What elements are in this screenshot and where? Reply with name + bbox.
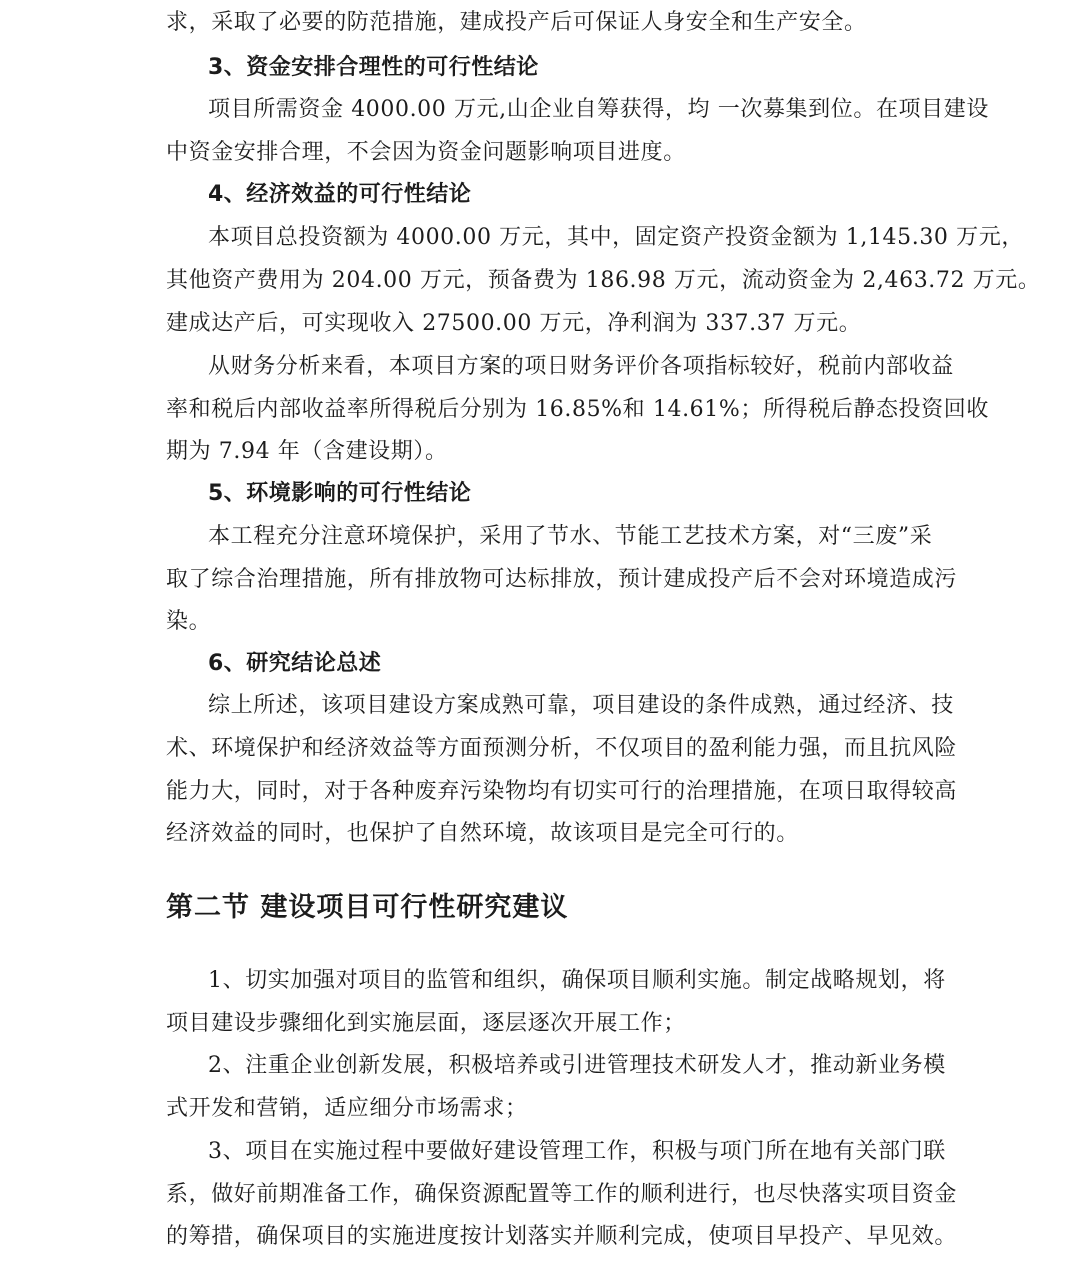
paragraph-line: 系，做好前期准备工作，确保资源配置等工作的顺利进行，也尽快落实项目资金 [166,1182,958,1207]
subsection-heading: 5、环境影响的可行性结论 [208,481,472,506]
paragraph-line: 中资金安排合理，不会因为资金问题影响项目进度。 [166,140,686,165]
section-title: 第二节 建设项目可行性研究建议 [166,892,569,923]
paragraph-line: 取了综合治理措施，所有排放物可达标排放，预计建成投产后不会对环境造成污 [166,567,958,592]
subsection-heading: 3、资金安排合理性的可行性结论 [208,55,539,80]
paragraph-line: 率和税后内部收益率所得税后分别为 16.85%和 14.61%；所得税后静态投资回收 [166,397,989,422]
paragraph-line: 染。 [166,609,212,634]
paragraph-line: 式开发和营销，适应细分市场需求； [166,1096,528,1121]
paragraph-line: 本工程充分注意环境保护，采用了节水、节能工艺技术方案，对“三废”采 [208,524,933,549]
paragraph-line: 2、注重企业创新发展，积极培养或引进管理技术研发人才，推动新业务模 [208,1053,946,1078]
paragraph-line: 从财务分析来看，本项目方案的项日财务评价各项指标较好，税前内部收益 [208,354,954,379]
paragraph-line: 求，采取了必要的防范措施，建成投产后可保证人身安全和生产安全。 [166,10,867,35]
paragraph-line: 经济效益的同时，也保护了自然环境，故该项目是完全可行的。 [166,821,799,846]
paragraph-line: 3、项目在实施过程中要做好建设管理工作，积极与项门所在地有关部门联 [208,1139,946,1164]
paragraph-line: 术、环境保护和经济效益等方面预测分析，不仅项目的盈利能力强，而且抗风险 [166,736,958,761]
paragraph-line: 期为 7.94 年（含建设期）。 [166,439,448,464]
subsection-heading: 6、研究结论总述 [208,651,382,676]
paragraph-line: 综上所述，该项目建设方案成熟可靠，项目建设的条件成熟，通过经济、技 [208,693,954,718]
paragraph-line: 项目所需资金 4000.00 万元,山企业自筹获得，均 一次募集到位。在项目建设 [208,97,989,122]
paragraph-line: 建成达产后，可实现收入 27500.00 万元，净利润为 337.37 万元。 [166,311,862,336]
paragraph-line: 1、切实加强对项目的监管和组织，确保项目顺利实施。制定战略规划，将 [208,968,946,993]
paragraph-line: 其他资产费用为 204.00 万元，预备费为 186.98 万元，流动资金为 2,463.72 万元。 [166,268,1041,293]
paragraph-line: 项目建设步骤细化到实施层面，逐层逐次开展工作； [166,1011,686,1036]
paragraph-line: 能力大，同时，对于各种废弃污染物均有切实可行的治理措施，在项日取得较高 [166,779,958,804]
paragraph-line: 本项目总投资额为 4000.00 万元，其中，固定资产投资金额为 1,145.30 万元， [208,225,1024,250]
paragraph-line: 的筹措，确保项目的实施进度按计划落实并顺利完成，使项目早投产、早见效。 [166,1224,958,1249]
subsection-heading: 4、经济效益的可行性结论 [208,182,472,207]
